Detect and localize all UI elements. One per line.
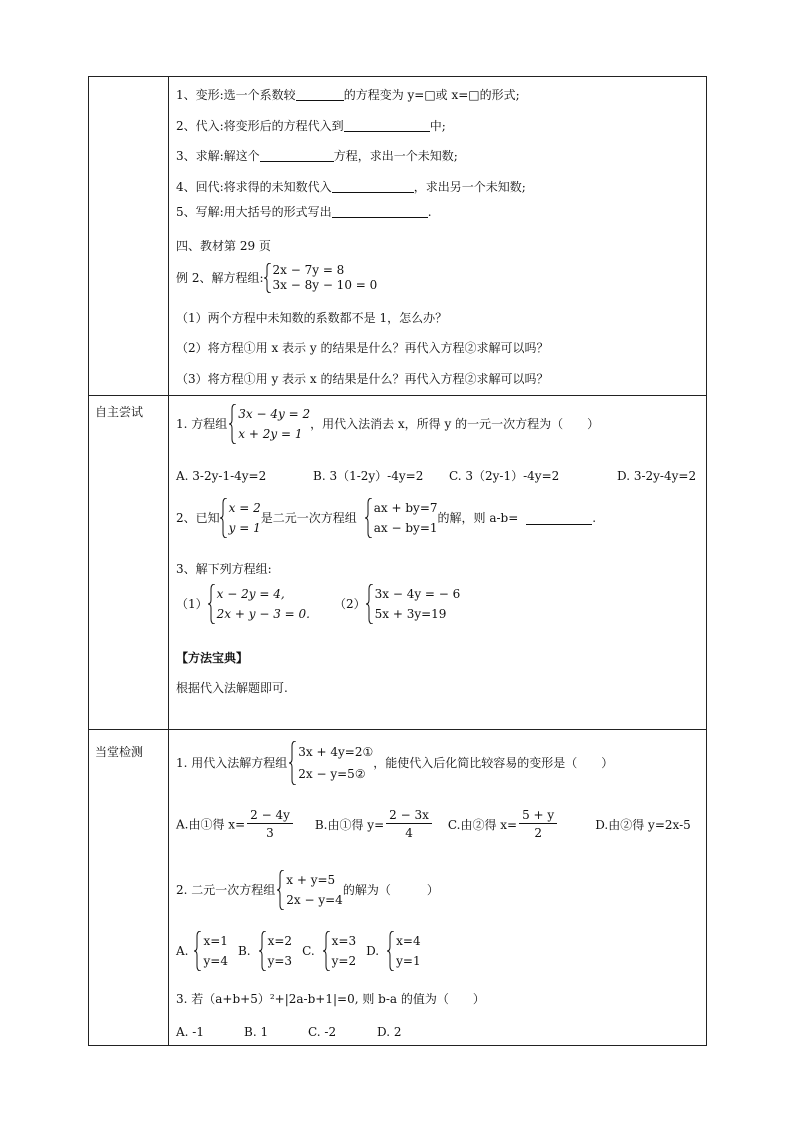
option-c: C. 3（2y-1）-4y=2: [449, 469, 560, 483]
self-try-q3-systems: （1） x − 2y = 4, 2x + y − 3 = 0. （2） 3x − 4y = − 6 5x + 3y=19: [176, 584, 460, 624]
check-q1: 1. 用代入法解方程组 3x + 4y=2① 2x − y=5② ，能使代入后化简比较容易的变形是（ ）: [176, 741, 613, 785]
method-title: 【方法宝典】: [176, 651, 249, 665]
step-3: 3、求解:解这个 方程，求出一个未知数;: [176, 149, 458, 163]
self-try-q3-title: 3、解下列方程组:: [176, 562, 272, 576]
step-2: 2、代入:将变形后的方程代入到 中;: [176, 119, 446, 133]
option-d: D. 3-2y-4y=2: [617, 469, 697, 483]
check-q3-option-c: C. -2: [308, 1025, 337, 1039]
option-a: A. 3-2y-1-4y=2: [176, 469, 267, 483]
check-q2-options: A. x=1 y=4 B. x=2 y=3 C. x=3 y=2 D. x=4 y=1: [176, 931, 421, 971]
section-label-self-try: 自主尝试: [95, 405, 144, 419]
worksheet-table: [88, 76, 707, 1046]
method-text: 根据代入法解题即可.: [176, 681, 288, 695]
row-divider: [89, 729, 706, 730]
check-q1-options: A.由①得 x= $\frac{2 - 4y}{3}$ B.由①得 y= $\frac{2 - 3x}{4}$ C.由②得 x= $\frac{5 + y}{2}$ D.由②得 y=2x-5: [176, 808, 691, 840]
step-4: 4、回代:将求得的未知数代入 ，求出另一个未知数;: [176, 180, 526, 194]
row-divider: [89, 395, 706, 396]
step-5: 5、写解:用大括号的形式写出 .: [176, 205, 432, 219]
example-2: 例 2、解方程组: 2x − 7y = 8 3x − 8y − 10 = 0: [176, 263, 378, 292]
question-3: （3）将方程①用 y 表示 x 的结果是什么？再代入方程②求解可以吗？: [176, 372, 549, 386]
section-label-class-check: 当堂检测: [95, 745, 144, 759]
column-divider: [168, 77, 169, 1045]
option-b: B. 3（1-2y）-4y=2: [313, 469, 424, 483]
question-1: （1）两个方程中未知数的系数都不是 1，怎么办？: [176, 311, 448, 325]
self-try-q2: 2、已知 x = 2 y = 1 是二元一次方程组 ax + by=7 ax − by=1 的解，则 a-b= .: [176, 498, 596, 538]
question-2: （2）将方程①用 x 表示 y 的结果是什么？再代入方程②求解可以吗？: [176, 341, 549, 355]
check-q3: 3. 若（a+b+5）²+|2a-b+1|=0, 则 b-a 的值为（ ）: [176, 992, 485, 1006]
self-try-q1: 1. 方程组 3x − 4y = 2 x + 2y = 1 ，用代入法消去 x，所得 y 的一元一次方程为（ ）: [176, 404, 599, 444]
check-q2: 2. 二元一次方程组 x + y=5 2x − y=4 的解为（ ）: [176, 870, 439, 910]
check-q3-option-d: D. 2: [377, 1025, 402, 1039]
textbook-heading: 四、教材第 29 页: [176, 239, 271, 253]
check-q3-option-a: A. -1: [176, 1025, 204, 1039]
step-1: 1、变形:选一个系数较 的方程变为 y=□或 x=□的形式;: [176, 88, 520, 102]
check-q3-option-b: B. 1: [244, 1025, 269, 1039]
